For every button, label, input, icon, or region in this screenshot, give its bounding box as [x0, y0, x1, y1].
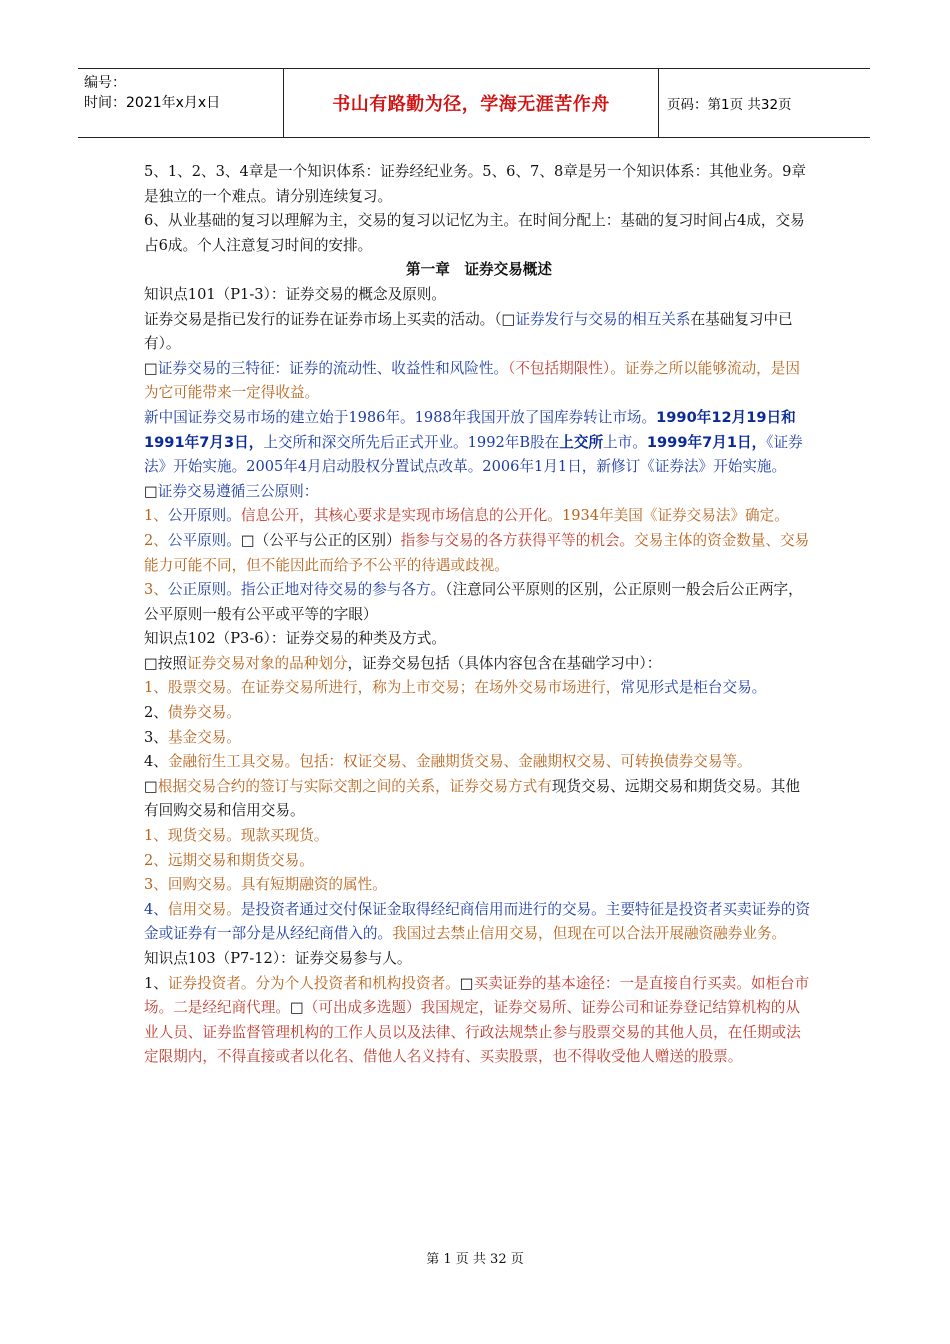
text-run: 4、 [144, 900, 168, 918]
checkbox-mark: □ [459, 974, 474, 992]
chapter-title: 第一章 证券交易概述 [406, 261, 552, 279]
text-run: □（公平与公正的区别） [240, 531, 401, 549]
paragraph [144, 701, 814, 726]
text-run: 1990年12月19日和1991年7月3日， [144, 408, 796, 451]
text-run: 证券投资者。分为个人投资者和机构投资者。 [167, 974, 460, 992]
text-run: （注意同公平原则的区别，公正原则一般会后公正两字，公平原则一般有公平或平等的字眼） [144, 581, 803, 623]
page-header [78, 68, 870, 138]
knowledge-point-heading: 知识点102（P3-6）：证券交易的种类及方式。 [144, 630, 446, 648]
text-run: ，证券交易包括（具体内容包含在基础学习中）： [347, 654, 662, 672]
text-run: 新中国证券交易市场的建立始于1986年。1988年我国开放了国库券转让市场。 [144, 408, 657, 426]
paragraph [144, 750, 814, 775]
paragraph [144, 504, 814, 529]
text-run: 信息公开，其核心要求是实现市场信息的公开化 [240, 507, 548, 525]
paragraph: 2、远期交易和期货交易。 [144, 851, 314, 869]
text-run: 上市。 [603, 433, 647, 451]
checkbox-mark: □ [289, 999, 304, 1017]
text-run: 证券交易的三特征：证券的流动性、收益性和风险性。 [157, 359, 509, 377]
paragraph [144, 480, 814, 505]
paragraph [144, 529, 814, 578]
text-run: 公开原则。 [167, 507, 241, 525]
text-run: 我国过去禁止信用交易，但现在可以合法开展融资融券业务。 [392, 925, 787, 943]
paragraph: 3、回购交易。具有短期融资的属性。 [144, 876, 387, 894]
text-run: 基金交易。 [167, 728, 241, 746]
text-run: 4、 [144, 753, 168, 771]
text-run: □按照 [144, 654, 187, 672]
text-run: 根据交易合约的签订与实际交割之间的关系，证券交易方式有 [157, 777, 552, 795]
text-run: 公平原则。 [167, 531, 241, 549]
text-run: 信用交易。 [167, 900, 241, 918]
text-run: 交易主体的资金数量、交易能力可能不同，但不能因此而给予不公平的待遇或歧视。 [144, 531, 810, 574]
text-run: （不包括期限性） [508, 359, 611, 377]
document-number-label: 编号： [84, 75, 126, 91]
text-run: 3、 [144, 728, 168, 746]
header-page-info: 页码：第1页 共32页 [667, 97, 792, 113]
text-run: 证券发行与交易的相互关系 [515, 310, 691, 328]
text-run: 1、 [144, 974, 168, 992]
text-run: 指参与交易的各方获得平等的机会。 [400, 531, 635, 549]
text-run: 金融衍生工具交易。包括：权证交易、金融期货交易、金融期权交易、可转换债券交易等。 [167, 753, 752, 771]
text-run: 常见形式是柜台交易。 [620, 679, 767, 697]
document-body [144, 160, 814, 1070]
paragraph [144, 726, 814, 751]
text-run: 1、 [144, 507, 168, 525]
paragraph: 1、现货交易。现款买现货。 [144, 827, 329, 845]
text-run: 2、 [144, 531, 168, 549]
text-run: 证券交易是指已发行的证券在证券市场上买卖的活动。（□ [144, 310, 516, 328]
paragraph [144, 308, 814, 357]
paragraph [144, 578, 814, 627]
knowledge-point-heading: 知识点101（P1-3）：证券交易的概念及原则。 [144, 285, 446, 303]
text-run: 现货交易、远期交易和期货交易。其他有回购交易和信用交易。 [144, 777, 800, 820]
text-run: （可出成多选题）我国规定，证券交易所、证券公司和证券登记结算机构的从业人员、证券监督管理机构的工作人员以及法律、行政法规禁止参与股票交易的其他人员，在任期或法定限期内，不得直接或者以化名、借他人名义持有、买卖股票，也不得收受他人赠送的股票。 [144, 999, 801, 1066]
paragraph: 5、1、2、3、4章是一个知识体系：证券经纪业务。5、6、7、8章是另一个知识体系：其他业务。9章是独立的一个难点。请分别连续复习。 [144, 163, 807, 205]
page-footer: 第 1 页 共 32 页 [426, 1252, 524, 1267]
text-run: 是投资者通过交付保证金取得经纪商信用而进行的交易。主要特征是投资者买卖证券的资金或证券有一部分是从经纪商借入的。 [144, 900, 811, 943]
text-run: 2、 [144, 704, 168, 722]
text-run: 上交所 [559, 433, 604, 451]
document-date-label: 时间：2021年x月x日 [84, 95, 221, 111]
text-run: 1、 [144, 679, 168, 697]
text-run: 证券交易遵循三公原则： [157, 482, 319, 500]
paragraph [144, 676, 814, 701]
text-run: 公正原则。指公正地对待交易的参与各方。 [167, 581, 446, 599]
checkbox-mark: □ [144, 777, 158, 795]
text-run: 1999年7月1日， [646, 433, 767, 451]
knowledge-point-heading: 知识点103（P7-12）：证券交易参与人。 [144, 950, 412, 967]
paragraph [144, 406, 814, 480]
text-run: 债券交易。 [167, 704, 241, 722]
paragraph [144, 652, 814, 677]
checkbox-mark: □ [144, 359, 158, 377]
header-meta [78, 69, 283, 137]
text-run: 在基础复习中已有）。 [144, 310, 793, 353]
text-run: 3、 [144, 581, 168, 599]
paragraph: 6、从业基础的复习以理解为主，交易的复习以记忆为主。在时间分配上：基础的复习时间占4成，交易占6成。个人注意复习时间的安排。 [144, 212, 805, 254]
text-run: 。证券之所以能够流动，是因为它可能带来一定得收益。 [144, 359, 800, 402]
text-run: 证券交易对象的品种划分 [186, 654, 348, 672]
paragraph [144, 357, 814, 406]
text-run: 股票交易。在证券交易所进行，称为上市交易；在场外交易市场进行， [167, 679, 621, 697]
text-run: 《证券法》开始实施。2005年4月启动股权分置试点改革。2006年1月1日，新修订《证券法》开始实施。 [144, 433, 803, 476]
checkbox-mark: □ [144, 482, 158, 500]
header-motto: 书山有路勤为径，学海无涯苦作舟 [283, 69, 659, 137]
paragraph [144, 972, 814, 1070]
paragraph [144, 775, 814, 824]
text-run: 买卖证券的基本途径：一是直接自行买卖。如柜台市场。二是经纪商代理。 [144, 974, 810, 1017]
text-run: 。1934年美国《证券交易法》确定。 [547, 507, 789, 525]
text-run: 上交所和深交所先后正式开业。1992年B股在 [263, 433, 560, 451]
paragraph [144, 898, 814, 947]
